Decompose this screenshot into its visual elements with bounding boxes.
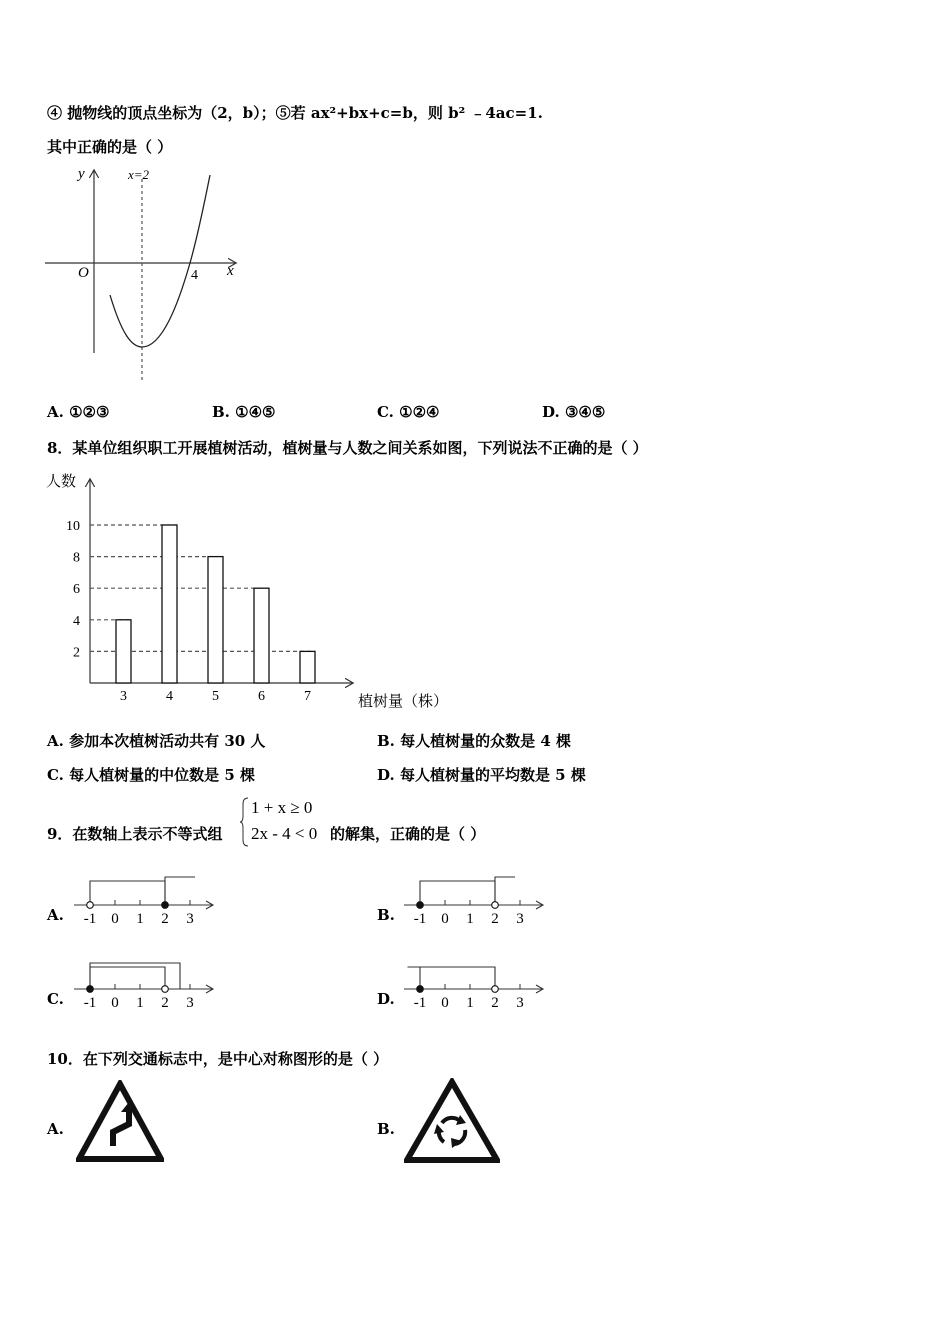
parabola-curve (110, 175, 210, 347)
axis-tick-label: -1 (83, 911, 97, 927)
bar-5 (208, 557, 223, 683)
chart-y-label: 人数 (46, 474, 77, 490)
open-endpoint (162, 986, 169, 993)
closed-endpoint (417, 902, 424, 909)
origin-label: O (78, 265, 89, 281)
q10-option-b-letter[interactable]: B. (377, 1120, 395, 1138)
axis-tick-label: 1 (466, 995, 474, 1011)
bar-4 (162, 525, 177, 683)
y-tick-label: 8 (73, 550, 80, 566)
axis-tick-label: 3 (516, 995, 524, 1011)
q9-stem-suffix: 的解集，正确的是（ ） (330, 825, 486, 843)
axis-tick-label: -1 (83, 995, 97, 1011)
q8-option-a[interactable]: A. 参加本次植树活动共有 30 人 (47, 732, 266, 750)
axis-tick-label: 1 (136, 911, 144, 927)
q9-option-b-letter[interactable]: B. (377, 906, 395, 924)
q7-prompt: 其中正确的是（ ） (47, 138, 173, 156)
q9-number-line-c[interactable] (70, 957, 220, 1012)
axis-tick-label: 3 (186, 995, 194, 1011)
q8-option-b[interactable]: B. 每人植树量的众数是 4 棵 (377, 732, 572, 750)
q8-option-c[interactable]: C. 每人植树量的中位数是 5 棵 (47, 766, 256, 784)
y-axis-label: y (78, 166, 85, 182)
axis-tick-label: 0 (441, 911, 449, 927)
parabola-graph (40, 165, 250, 390)
x-tick-label: 3 (120, 689, 127, 704)
right-ray (420, 967, 495, 989)
q10-option-a-letter[interactable]: A. (47, 1120, 64, 1138)
y-tick-label: 10 (66, 519, 80, 534)
q8-option-d[interactable]: D. 每人植树量的平均数是 5 棵 (377, 766, 586, 784)
q9-number-line-a[interactable] (70, 873, 220, 928)
symmetry-axis-label: x=2 (128, 167, 150, 182)
chart-x-label: 植树量（株） (358, 694, 449, 710)
x-axis-label: x (227, 263, 234, 279)
solution-bracket (90, 967, 165, 989)
axis-tick-label: 2 (161, 995, 169, 1011)
inequality-system (240, 796, 330, 848)
axis-tick-label: -1 (413, 995, 427, 1011)
q9-number-line-d[interactable] (400, 957, 550, 1012)
tree-planting-bar-chart (40, 466, 490, 716)
y-tick-label: 2 (73, 645, 80, 661)
q7-option-c[interactable]: C. ①②④ (377, 403, 440, 421)
y-tick-label: 4 (73, 613, 80, 629)
axis-tick-label: 2 (491, 995, 499, 1011)
q9-option-d-letter[interactable]: D. (377, 990, 395, 1008)
axis-tick-label: 3 (186, 911, 194, 927)
double-bend-sign-icon[interactable] (76, 1080, 164, 1162)
inequality-2: 2x - 4 < 0 (251, 824, 318, 843)
q9-number-line-b[interactable] (400, 873, 550, 928)
solution-bracket (420, 881, 495, 905)
closed-endpoint (417, 986, 424, 993)
axis-tick-label: 0 (111, 911, 119, 927)
left-brace (240, 796, 250, 848)
bar-3 (116, 620, 131, 683)
open-endpoint (492, 902, 499, 909)
axis-tick-label: 0 (441, 995, 449, 1011)
x-tick-label: 5 (212, 689, 219, 704)
q10-stem: 10．在下列交通标志中，是中心对称图形的是（ ） (47, 1050, 389, 1068)
open-endpoint (87, 902, 94, 909)
x-tick-label: 4 (166, 689, 173, 704)
q7-option-b[interactable]: B. ①④⑤ (212, 403, 276, 421)
axis-tick-label: 2 (161, 911, 169, 927)
q7-option-d[interactable]: D. ③④⑤ (542, 403, 606, 421)
closed-endpoint (87, 986, 94, 993)
solution-bracket (90, 881, 165, 905)
extra-bracket (495, 877, 515, 905)
axis-tick-label: -1 (413, 911, 427, 927)
y-tick-label: 6 (73, 582, 80, 598)
q7-option-a[interactable]: A. ①②③ (47, 403, 110, 421)
bar-6 (254, 588, 269, 683)
axis-tick-label: 0 (111, 995, 119, 1011)
x-tick-label: 7 (304, 689, 311, 704)
q7-statement-4-5: ④ 抛物线的顶点坐标为（2，b）；⑤若 ax²+bx+c=b，则 b² ﹣4ac=1. (47, 104, 543, 122)
q9-option-a-letter[interactable]: A. (47, 906, 64, 924)
axis-tick-label: 1 (466, 911, 474, 927)
axis-tick-label: 2 (491, 911, 499, 927)
q9-stem-prefix: 9．在数轴上表示不等式组 (47, 825, 223, 843)
axis-tick-label: 3 (516, 911, 524, 927)
q8-stem: 8．某单位组织职工开展植树活动，植树量与人数之间关系如图，下列说法不正确的是（ ） (47, 439, 648, 457)
axis-tick-label: 1 (136, 995, 144, 1011)
bar-7 (300, 651, 315, 683)
closed-endpoint (162, 902, 169, 909)
q9-option-c-letter[interactable]: C. (47, 990, 64, 1008)
roundabout-sign-icon[interactable] (404, 1078, 500, 1164)
root-label: 4 (191, 268, 198, 283)
x-tick-label: 6 (258, 689, 265, 704)
inequality-1: 1 + x ≥ 0 (251, 798, 313, 817)
open-endpoint (492, 986, 499, 993)
